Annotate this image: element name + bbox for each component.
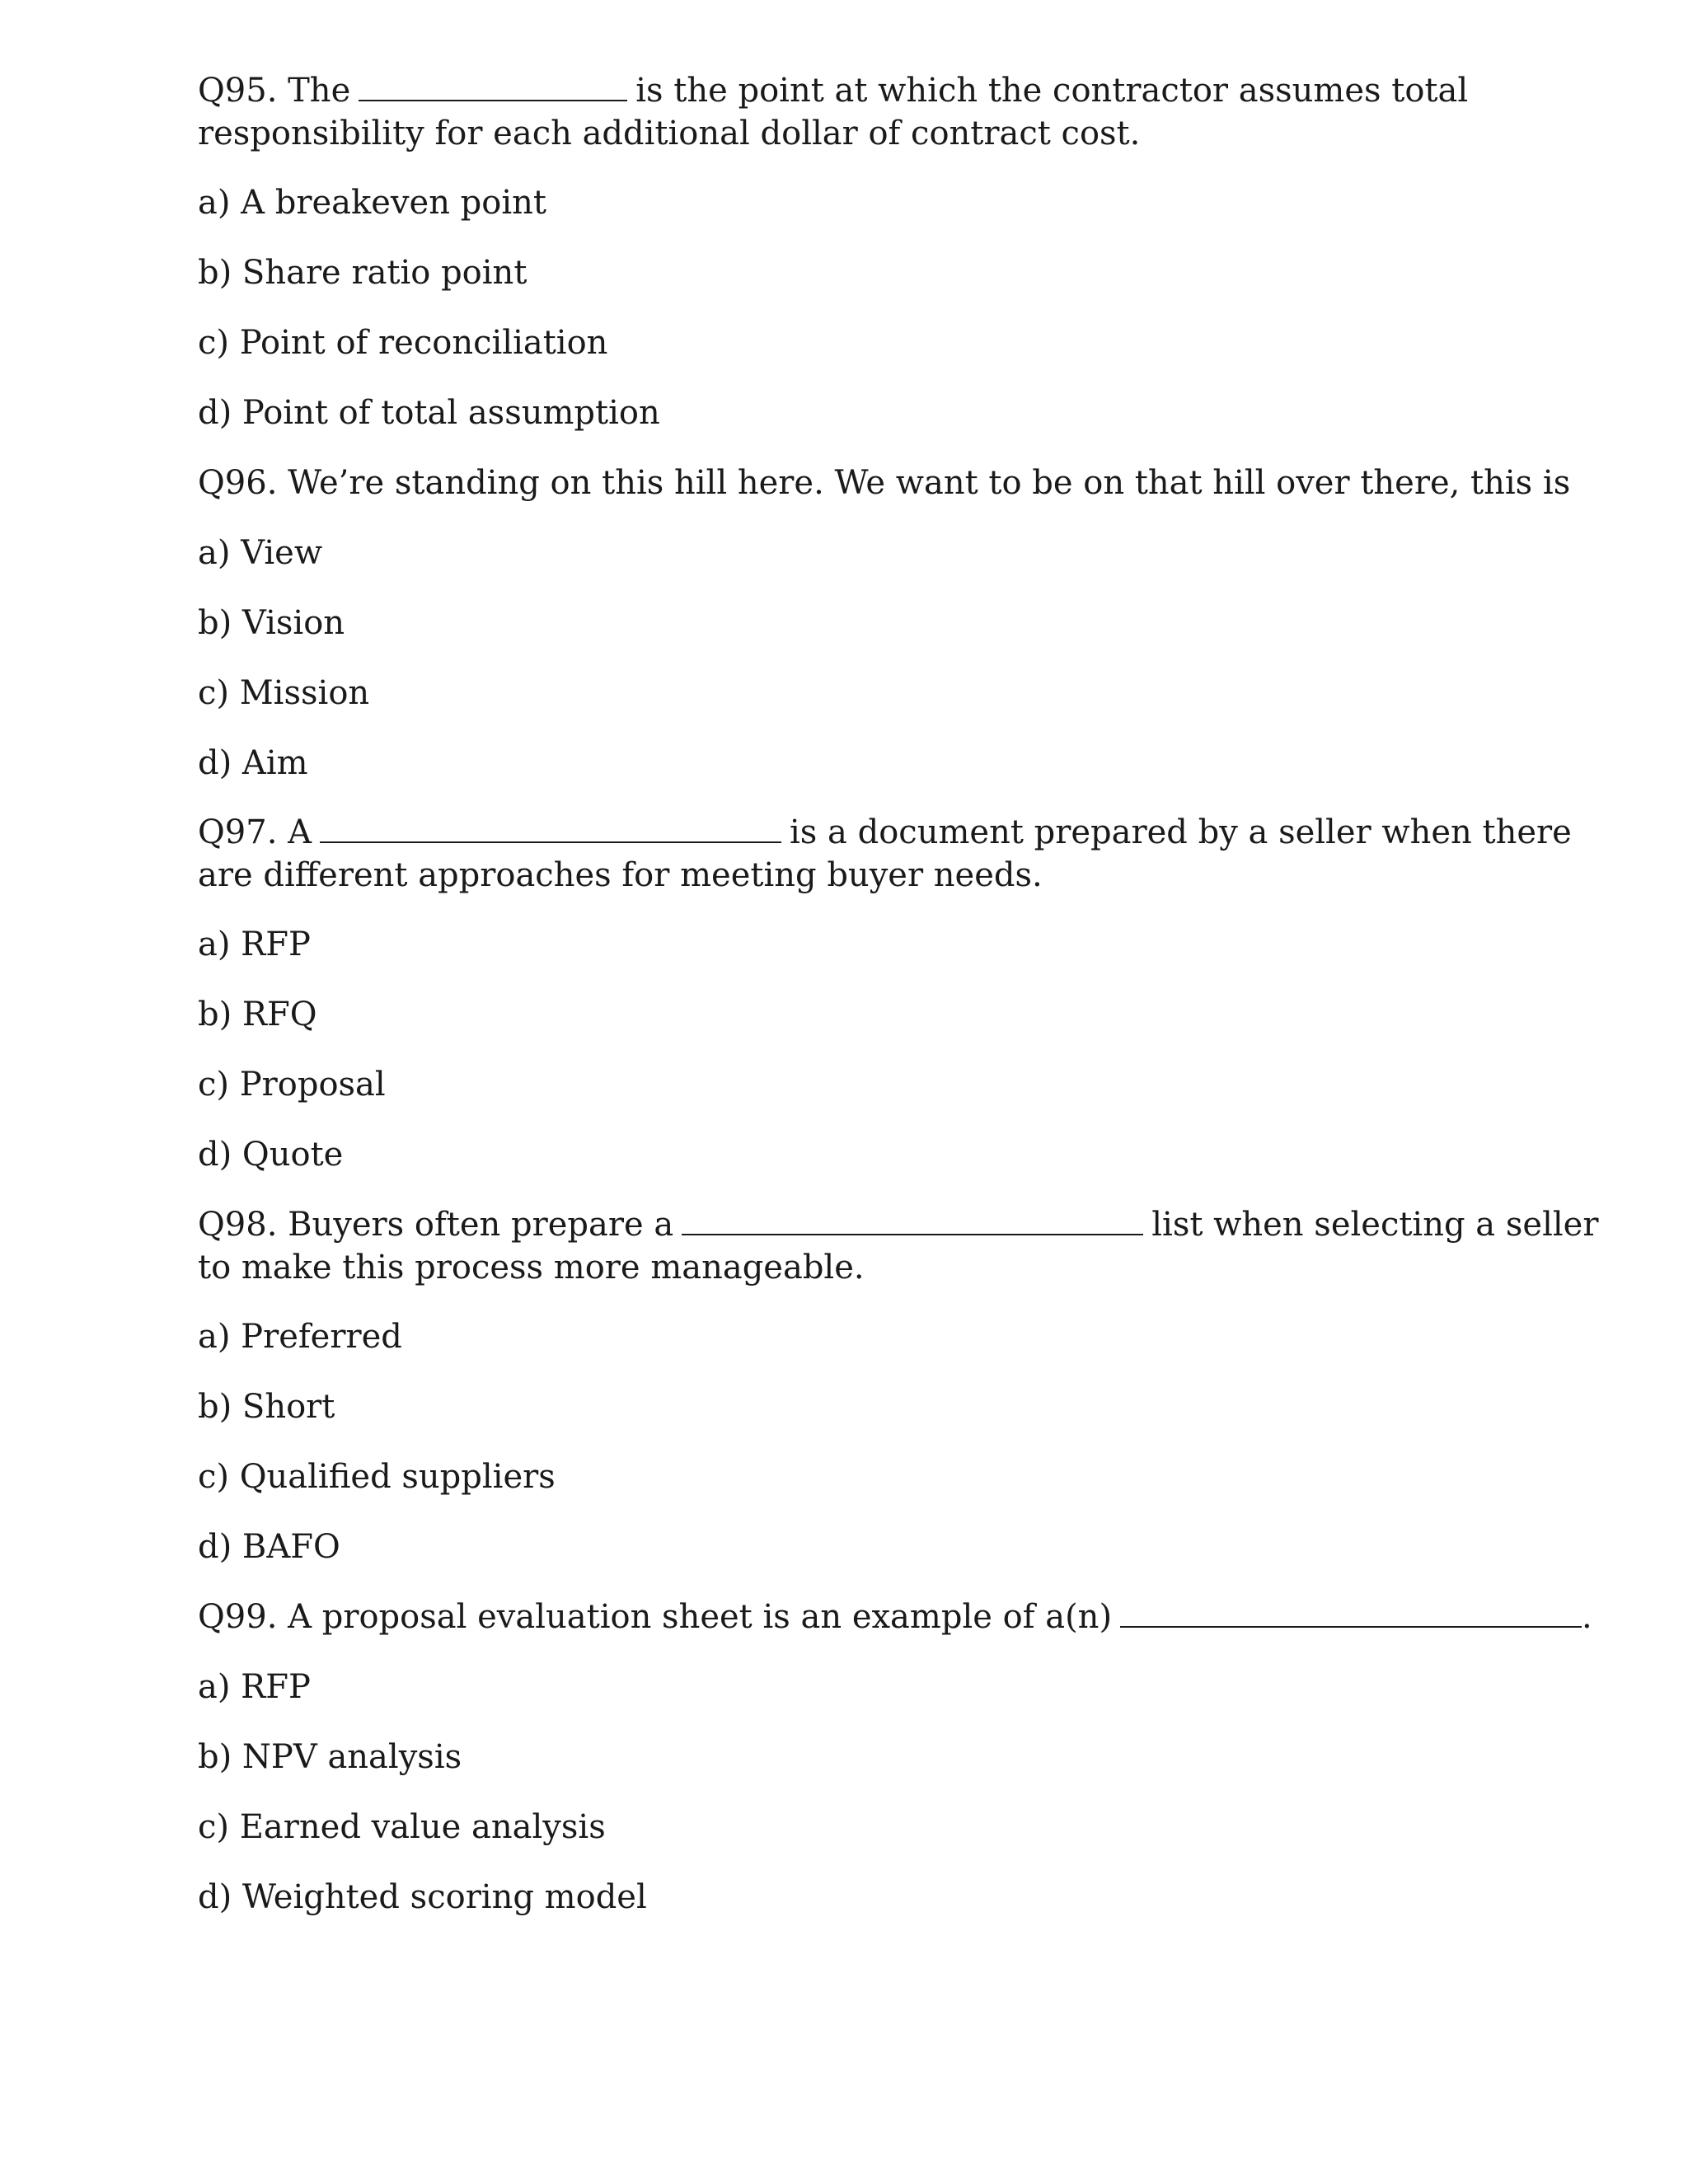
question-97-prefix: Q97. A	[198, 813, 312, 851]
question-95	[198, 69, 1468, 155]
question-97	[198, 811, 1572, 897]
q97-option-c: c) Proposal	[198, 1066, 386, 1104]
q96-option-a: a) View	[198, 534, 323, 572]
question-97-suffix: is a document prepared by a seller when there	[790, 813, 1572, 851]
answer-blank-95	[359, 75, 627, 101]
question-95-prefix: Q95. The	[198, 72, 351, 110]
q95-option-d: d) Point of total assumption	[198, 394, 660, 432]
question-99-suffix: .	[1582, 1598, 1592, 1636]
question-98	[198, 1203, 1598, 1289]
question-97-line-2: are different approaches for meeting buyer needs.	[198, 856, 1043, 894]
q98-option-a: a) Preferred	[198, 1318, 402, 1356]
q96-option-d: d) Aim	[198, 744, 308, 782]
q95-option-b: b) Share ratio point	[198, 254, 528, 292]
answer-blank-97	[320, 817, 781, 843]
q97-option-a: a) RFP	[198, 926, 311, 963]
question-98-line-1	[198, 1203, 1598, 1246]
answer-blank-99	[1120, 1601, 1582, 1628]
q95-option-a: a) A breakeven point	[198, 184, 546, 222]
q98-option-b: b) Short	[198, 1388, 335, 1426]
q99-option-d: d) Weighted scoring model	[198, 1878, 647, 1916]
question-96: Q96. We’re standing on this hill here. We want to be on that hill over there, this is	[198, 464, 1571, 502]
question-95-line-1	[198, 69, 1468, 112]
q98-option-d: d) BAFO	[198, 1528, 340, 1566]
question-98-prefix: Q98. Buyers often prepare a	[198, 1206, 674, 1244]
q97-option-b: b) RFQ	[198, 996, 317, 1033]
q96-option-b: b) Vision	[198, 604, 345, 642]
question-98-line-2: to make this process more manageable.	[198, 1249, 865, 1286]
answer-blank-98	[682, 1209, 1143, 1235]
question-95-line-2: responsibility for each additional dollar of contract cost.	[198, 115, 1141, 152]
q99-option-c: c) Earned value analysis	[198, 1808, 606, 1846]
question-99	[198, 1596, 1592, 1638]
question-98-suffix: list when selecting a seller	[1151, 1206, 1599, 1244]
question-99-prefix: Q99. A proposal evaluation sheet is an example of a(n)	[198, 1598, 1113, 1636]
question-95-suffix: is the point at which the contractor assumes total	[635, 72, 1469, 110]
q95-option-c: c) Point of reconciliation	[198, 324, 608, 362]
question-97-line-1	[198, 811, 1572, 854]
q97-option-d: d) Quote	[198, 1136, 344, 1174]
q99-option-b: b) NPV analysis	[198, 1738, 462, 1776]
q98-option-c: c) Qualified suppliers	[198, 1458, 556, 1496]
q96-option-c: c) Mission	[198, 674, 370, 712]
q99-option-a: a) RFP	[198, 1668, 311, 1706]
